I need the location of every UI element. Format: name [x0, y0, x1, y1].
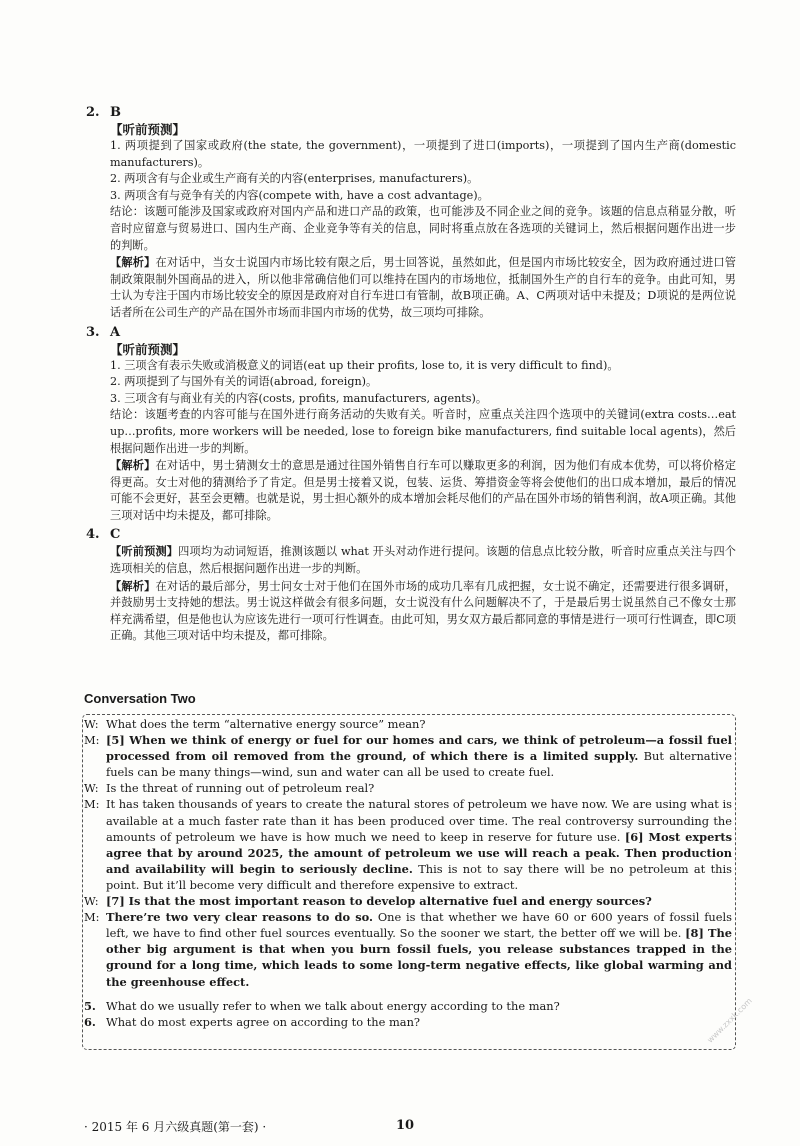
analysis-paragraph — [110, 457, 736, 524]
speaker-label: M: — [84, 733, 100, 748]
question-4-header — [86, 526, 736, 543]
predict-text: 四项均为动词短语，推测该题以 what 开头对动作进行提问。该题的信息点比较分散，听音时应重点关注与四个选项相关的信息，然后根据问题作出进一步的判断。 — [110, 545, 736, 576]
question-3-body — [110, 341, 736, 525]
transcript-line — [84, 780, 732, 796]
predict-paragraph — [110, 543, 736, 577]
answer-analysis — [86, 104, 736, 645]
utterance-text: This is not to say there will be no petroleum at this point. But it’ll become very difficult and therefore expensive to extract. — [106, 861, 732, 892]
utterance — [106, 780, 732, 796]
transcript — [84, 716, 732, 1030]
key-sentence: [8] The other big argument is that when you burn fossil fuels, you release substances trapped in the ground for a long time, which leads to some long-term negative effects, like global warming and the greenhouse effect. — [106, 926, 732, 989]
transcript-line — [84, 796, 732, 893]
question-number: 3. — [86, 324, 100, 340]
utterance-text: What does the term “alternative energy source” mean? — [106, 717, 426, 731]
question-item — [84, 1014, 732, 1030]
predict-line: 1. 三项含有表示失败或消极意义的词语(eat up their profits, lose to, it is very difficult to find)。 — [110, 358, 619, 372]
utterance-text: Is the threat of running out of petroleum real? — [106, 781, 375, 796]
predict-line: 3. 两项含有与竞争有关的内容(compete with, have a cost advantage)。 — [110, 188, 489, 202]
predict-line: 2. 两项含有与企业或生产商有关的内容(enterprises, manufacturers)。 — [110, 172, 479, 186]
utterance — [106, 909, 732, 989]
conversation-title: Conversation Two — [84, 691, 196, 706]
analysis-text: 在对话中，当女士说国内市场比较有限之后，男士回答说，虽然如此，但是国内市场比较安全，因为政府通过进口管制政策限制外国商品的进入，所以他非常确信他们可以维持在国内的市场地位，抵制国外生产的自行车的竞争。由此可知，男士认为专注于国内市场比较安全的原因是政府对自行车进口有管制，故B项正确。A、C两项对话中未提及；D项说的是两位说话者所在公司生产的产品在国外市场而非国内市场的优势，故三项均可排除。 — [110, 256, 736, 319]
analysis-text: 在对话的最后部分，男士问女士对于他们在国外市场的成功几率有几成把握，女士说不确定，还需要进行很多调研，并鼓励男士支持她的想法。男士说这样做会有很多问题，女士说没有什么问题解决不了，于是最后男士说虽然自己不像女士那样充满希望，但是他也认为应该先进行一项可行性调查。由此可知，男女双方最后都同意的事情是进行一项可行性调查，即C项正确。其他三项对话中均未提及，都可排除。 — [110, 579, 736, 643]
predict-conclusion: 结论：该题考查的内容可能与在国外进行商务活动的失败有关。听音时，应重点关注四个选项中的关键词(extra costs…eat up…profits, more workers will be needed, lose to foreign bike manufacturers, find suitable local agents)，然后根据问题作出进一步的判断。 — [110, 408, 736, 455]
utterance-text: But alternative fuels can be many things—wind, sun and water can all be used to create fuel. — [106, 749, 732, 780]
analysis-tag: 【解析】 — [110, 578, 156, 593]
predict-tag: 【听前预测】 — [110, 341, 186, 357]
question-text: What do most experts agree on according to the man? — [106, 1014, 421, 1029]
predict-conclusion: 结论：该题可能涉及国家或政府对国内产品和进口产品的政策，也可能涉及不同企业之间的竞争。该题的信息点稍显分散，听音时应留意与贸易进口、国内生产商、企业竞争等有关的信息，同时将重点放在各选项的关键词上，然后根据问题作出进一步的判断。 — [110, 205, 736, 252]
predict-tag: 【听前预测】 — [110, 544, 179, 559]
speaker-label: M: — [84, 797, 100, 812]
page-number: 10 — [396, 1118, 415, 1133]
predict-line: 1. 两项提到了国家或政府(the state, the government)，一项提到了进口(imports)，一项提到了国内生产商(domestic manufacturers)。 — [110, 139, 736, 169]
question-text: What do we usually refer to when we talk about energy according to the man? — [106, 998, 560, 1013]
speaker-label: W: — [84, 717, 99, 731]
key-sentence: [5] When we think of energy or fuel for our homes and cars, we think of petroleum—a fossil fuel processed from oil removed from the ground, of which there is a limited supply. — [106, 733, 732, 764]
watermark: www.zxxk.com — [705, 996, 754, 1045]
transcript-line — [84, 716, 732, 732]
exam-label: · 2015 年 6 月六级真题(第一套) · — [84, 1120, 267, 1134]
question-item — [84, 998, 732, 1014]
analysis-tag: 【解析】 — [110, 255, 156, 270]
utterance — [106, 893, 732, 909]
key-sentence: There’re two very clear reasons to do so. — [106, 910, 374, 925]
question-number: 2. — [86, 105, 100, 120]
answer-letter: C — [110, 527, 121, 543]
speaker-label: W: — [84, 781, 99, 796]
utterance-text: It has taken thousands of years to create the natural stores of petroleum we have now. We are using what is available at a much faster rate than it has been produced over time. The real controversy surrounding the amounts of petroleum we have is how much we need to keep in reserve for future use. — [106, 797, 732, 844]
predict-tag: 【听前预测】 — [110, 122, 186, 137]
transcript-line — [84, 909, 732, 989]
utterance-text: One is that whether we have 60 or 600 years of fossil fuels left, we have to find other fuel sources eventually. So the sooner we start, the better off we will be. — [106, 910, 732, 941]
analysis-tag: 【解析】 — [110, 458, 156, 473]
analysis-paragraph — [110, 254, 736, 321]
analysis-paragraph — [110, 578, 736, 645]
speaker-label: M: — [84, 910, 100, 925]
predict-line: 2. 两项提到了与国外有关的词语(abroad, foreign)。 — [110, 375, 378, 389]
utterance — [106, 796, 732, 893]
analysis-text: 在对话中，男士猜测女士的意思是通过往国外销售自行车可以赚取更多的利润，因为他们有成本优势，可以将价格定得更高。女士对他的猜测给予了肯定。但是男士接着又说，包装、运货、筹措资金等将会使他们的出口成本增加，最后的情况可能不会更好，甚至会更糟。也就是说，男士担心额外的成本增加会耗尽他们的产品在国外市场的销售利润，故A项正确。其他三项对话中均未提及，都可排除。 — [110, 459, 736, 522]
answer-letter: B — [110, 105, 121, 120]
predict-line: 3. 三项含有与商业有关的内容(costs, profits, manufacturers, agents)。 — [110, 391, 488, 405]
transcript-line — [84, 732, 732, 780]
question-number: 6. — [84, 1014, 96, 1029]
question-2-body — [110, 121, 736, 322]
question-number: 4. — [86, 527, 100, 543]
utterance — [106, 716, 732, 732]
question-4-body — [110, 543, 736, 645]
question-2-header — [86, 104, 736, 121]
key-sentence: [6] Most experts agree that by around 2025, the amount of petroleum we use will reach a peak. Then production and availability will begin to seriously decline. — [106, 829, 732, 876]
utterance — [106, 732, 732, 780]
question-number: 5. — [84, 998, 96, 1013]
spacer — [84, 990, 732, 998]
question-3-header — [86, 324, 736, 341]
transcript-line — [84, 893, 732, 909]
answer-letter: A — [110, 324, 121, 340]
key-sentence: [7] Is that the most important reason to develop alternative fuel and energy sources? — [106, 894, 652, 909]
speaker-label: W: — [84, 894, 99, 909]
